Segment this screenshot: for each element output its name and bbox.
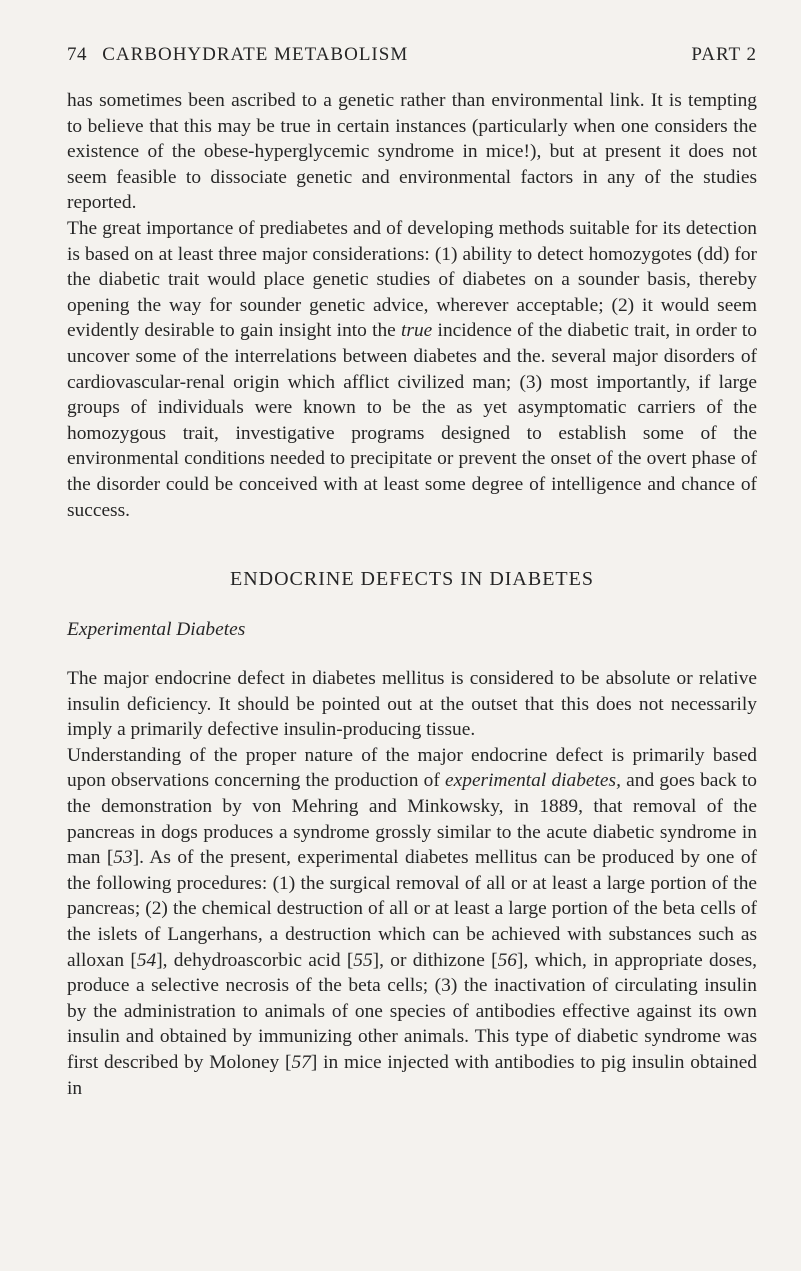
paragraph-4-part-e: ], or dithizone [ [372,949,498,971]
page-number: 74 [67,44,87,65]
book-page [67,44,757,1101]
paragraph-4-part-f: ], which, in appropriate doses, produce a selective necrosis of the beta cells; (3) the inactivation of circulating insulin by the administration to animals of one species of antibodies effective against its own insulin and obtained by immunizing other animals. This type of diabetic syndrome was first described by Moloney [ [67,949,757,1073]
paragraph-2-part-b: incidence of the diabetic trait, in order to uncover some of the interrelations between diabetes and the. several major disorders of cardiovascular-renal origin which afflict civilized man; (3) most importantly, if large groups of individuals were known to be the as yet asymptomatic carriers of the homozygous trait, investigative programs designed to establish some of the environmental conditions needed to precipitate or prevent the onset of the overt phase of the disorder could be conceived with at least some degree of intelligence and chance of success. [67,320,757,521]
citation-57: 57 [291,1052,311,1073]
citation-54: 54 [136,949,157,971]
paragraph-2-part-a: The great importance of prediabetes and of developing methods suitable for its detection is based on at least three major considerations: (1) ability to detect homozygotes (dd) for the diabetic trait would place genetic studies of diabetes on a sounder basis, thereby opening the way for sounder genetic advice, wherever acceptable; (2) it would seem evidently desirable to gain insight into the [67,217,757,342]
subheading: Experimental Diabetes [67,619,246,641]
paragraph-4-part-b: and goes back to the demonstration by von Mehring and Minkowsky, in 1889, that removal of the pancreas in dogs produces a syndrome grossly similar to the acute diabetic syndrome in man [ [67,770,757,869]
chapter-title: CARBOHYDRATE METABOLISM [102,44,409,65]
paragraph-1: has sometimes been ascribed to a genetic rather than environmental link. It is tempting to believe that this may be true in certain instances (particularly when one considers the existence of the obese-hyperglycemic syndrome in mice!), but at present it does not seem feasible to dissociate genetic and environmental factors in any of the studies reported. [67,90,757,214]
running-head [67,44,757,88]
paragraph-3: The major endocrine defect in diabetes mellitus is considered to be absolute or relative insulin deficiency. It should be pointed out at the outset that this does not necessarily imply a primarily defective insulin-producing tissue. [67,668,757,741]
section-heading: ENDOCRINE DEFECTS IN DIABETES [230,568,594,591]
paragraph-4-part-c: ]. As of the present, experimental diabetes mellitus can be produced by one of the following procedures: (1) the surgical removal of all or at least a large portion of the pancreas; (2) the chemical destruction of all or at least a large portion of the beta cells of the islets of Langerhans, a destruction which can be achieved with substances such as alloxan [ [67,847,758,971]
paragraph-4-part-a: Understanding of the proper nature of the major endocrine defect is primarily based upon observations concerning the production of [67,744,757,792]
citation-56: 56 [497,949,517,971]
emphasis-experimental-diabetes: experimental diabetes, [445,770,621,792]
paragraph-4 [67,743,757,1101]
running-head-left [67,44,408,66]
paragraph-4-part-g: ] in mice injected with antibodies to pig insulin obtained in [67,1052,757,1099]
citation-53: 53 [113,847,133,869]
citation-55: 55 [353,949,373,971]
part-label: PART 2 [691,44,757,65]
paragraph-2 [67,216,757,523]
paragraph-4-part-d: ], dehydroascorbic acid [ [156,949,354,971]
emphasis-true: true [401,320,433,342]
